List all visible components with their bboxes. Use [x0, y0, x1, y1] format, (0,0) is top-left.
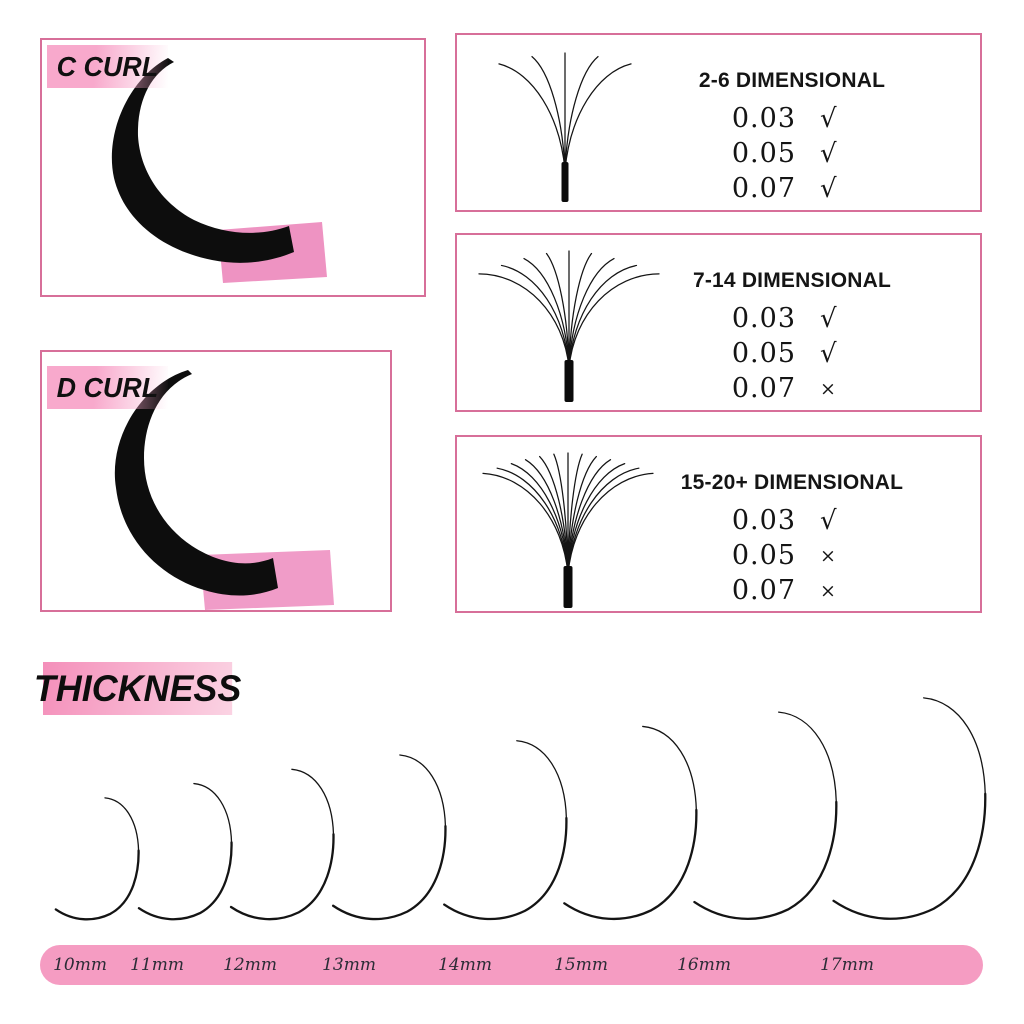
compatibility-row — [730, 373, 854, 408]
length-lash-base — [834, 794, 986, 919]
dimension-card-title: 2-6 DIMENSIONAL — [698, 69, 886, 92]
availability-mark: × — [820, 580, 836, 602]
length-lash-curve — [231, 769, 333, 919]
length-label: 11mm — [130, 955, 184, 975]
compatibility-row — [730, 338, 854, 373]
compatibility-row — [730, 138, 854, 173]
length-lash-base — [564, 810, 696, 919]
availability-mark: √ — [820, 174, 837, 204]
length-label: 12mm — [223, 955, 277, 975]
curl-label-badge: C CURL — [47, 45, 168, 88]
fan-lash — [479, 274, 569, 368]
thickness-value: 0.03 — [731, 303, 796, 334]
c-curl-lash — [112, 58, 294, 263]
thickness-value: 0.03 — [731, 103, 796, 134]
fan-lash — [565, 57, 598, 170]
fan-lash — [532, 57, 565, 170]
compatibility-row — [730, 540, 854, 575]
fan-lash — [569, 259, 614, 368]
fan-lash — [499, 64, 565, 170]
length-lash-base — [333, 826, 445, 919]
length-label: 14mm — [438, 955, 492, 975]
fan-lash — [565, 64, 631, 170]
curl-label-badge: D CURL — [47, 366, 168, 409]
availability-mark: √ — [820, 139, 837, 169]
length-lash-base — [231, 834, 333, 919]
thickness-value: 0.07 — [731, 575, 796, 606]
availability-mark: √ — [820, 104, 837, 134]
length-lash-curve — [444, 741, 566, 919]
length-lash-base — [139, 842, 232, 919]
compatibility-row — [730, 505, 854, 540]
thickness-compatibility-list — [627, 505, 957, 610]
length-label: 13mm — [322, 955, 376, 975]
thickness-compatibility-list — [627, 303, 957, 408]
thickness-value: 0.05 — [731, 540, 796, 571]
length-lash-base — [694, 802, 836, 919]
compatibility-row — [730, 303, 854, 338]
compatibility-row — [730, 173, 854, 208]
dimension-card-7-14 — [455, 233, 982, 412]
fan-lash — [568, 457, 596, 574]
length-lash-base — [444, 818, 566, 919]
compatibility-row — [730, 575, 854, 610]
dimension-card-title: 15-20+ DIMENSIONAL — [680, 471, 904, 494]
length-lash-curve — [694, 712, 836, 919]
fan-lash — [540, 457, 568, 574]
fan-lash — [547, 253, 570, 368]
availability-mark: √ — [820, 339, 837, 369]
thickness-compatibility-list — [627, 103, 957, 208]
availability-mark: × — [820, 545, 836, 567]
thickness-value: 0.07 — [731, 373, 796, 404]
availability-mark: √ — [820, 304, 837, 334]
dimension-card-15-20plus — [455, 435, 982, 613]
length-scale-bar — [40, 945, 983, 985]
compatibility-row — [730, 103, 854, 138]
lash-length-illustrations — [40, 688, 990, 940]
fan-stem — [564, 566, 573, 608]
length-label: 16mm — [677, 955, 731, 975]
thickness-section-title: THICKNESS — [43, 662, 232, 715]
availability-mark: √ — [820, 506, 837, 536]
thickness-value: 0.05 — [731, 138, 796, 169]
fan-lash — [569, 253, 592, 368]
thickness-value: 0.07 — [731, 173, 796, 204]
availability-mark: × — [820, 378, 836, 400]
length-label: 15mm — [554, 955, 608, 975]
dimension-card-2-6 — [455, 33, 982, 212]
d-curl-card — [40, 350, 392, 612]
length-lash-curve — [834, 698, 986, 919]
thickness-value: 0.03 — [731, 505, 796, 536]
c-curl-card — [40, 38, 426, 297]
dimension-card-title: 7-14 DIMENSIONAL — [692, 269, 892, 292]
fan-lash — [524, 259, 569, 368]
thickness-value: 0.05 — [731, 338, 796, 369]
length-label: 17mm — [820, 955, 874, 975]
fan-stem — [565, 360, 574, 402]
fan-stem — [562, 162, 569, 202]
length-lash-curve — [333, 755, 445, 919]
length-lash-base — [56, 851, 139, 920]
length-label: 10mm — [53, 955, 107, 975]
length-lash-curve — [564, 726, 696, 918]
